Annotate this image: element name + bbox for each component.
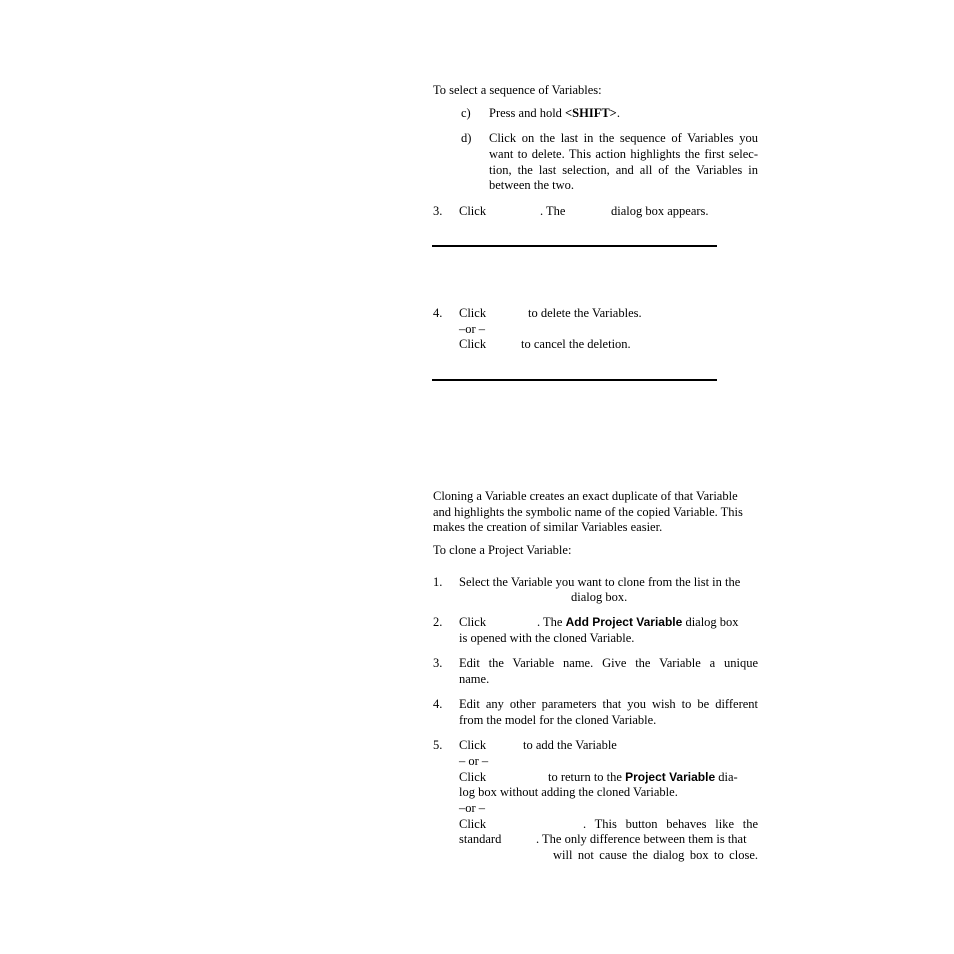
delete-step3-click: Click	[459, 204, 487, 218]
clone-step4-line2: from the model for the cloned Variable.	[459, 713, 657, 727]
step-c-marker: c)	[461, 106, 471, 120]
step-d-line-2: want to delete. This action highlights the first selec-	[489, 147, 758, 161]
clone-step5-line4: log box without adding the cloned Variable.	[459, 785, 678, 799]
clone-step2-num: 2.	[433, 615, 443, 629]
clone-step1-num: 1.	[433, 575, 443, 589]
step-d-line-1: Click on the last in the sequence of Variables you	[489, 131, 758, 145]
clone-step5-standard: standard	[459, 832, 502, 846]
project-variable-dialog-name: Project Variable	[625, 770, 716, 784]
cloning-para-line-1: Cloning a Variable creates an exact duplicate of that Variable	[433, 489, 738, 503]
step-c-text: Press and hold <SHIFT>.	[489, 106, 620, 120]
clone-intro: To clone a Project Variable:	[433, 543, 572, 557]
clone-step4-line1: Edit any other parameters that you wish to be different	[459, 697, 758, 711]
clone-step1-line1: Select the Variable you want to clone from the list in the	[459, 575, 741, 589]
clone-step5-click3: Click	[459, 817, 487, 831]
clone-step5-num: 5.	[433, 738, 443, 752]
delete-step3-appears: dialog box appears.	[611, 204, 709, 218]
delete-step4-or: –or –	[459, 322, 486, 336]
delete-step3-num: 3.	[433, 204, 443, 218]
step-d-line-4: between the two.	[489, 178, 575, 192]
clone-step5-or1: – or –	[459, 754, 489, 768]
clone-step5-last: will not cause the dialog box to close.	[553, 848, 758, 862]
clone-step5-return: to return to the Project Variable dia-	[548, 770, 738, 784]
clone-step5-click2: Click	[459, 770, 487, 784]
clone-step4-num: 4.	[433, 697, 443, 711]
clone-step2-rest: . The Add Project Variable dialog box	[537, 615, 739, 629]
delete-step4-delete: to delete the Variables.	[528, 306, 642, 320]
clone-step3-num: 3.	[433, 656, 443, 670]
clone-step3-line2: name.	[459, 672, 490, 686]
add-project-variable-dialog-name: Add Project Variable	[565, 615, 683, 629]
clone-step5-behaves: . This button behaves like the	[583, 817, 758, 831]
select-sequence-intro: To select a sequence of Variables:	[433, 83, 602, 97]
divider-rule-2	[432, 379, 717, 381]
delete-step4-click1: Click	[459, 306, 487, 320]
delete-step4-click2: Click	[459, 337, 487, 351]
clone-step5-add: to add the Variable	[523, 738, 617, 752]
delete-step4-cancel: to cancel the deletion.	[521, 337, 631, 351]
shift-key: <SHIFT>	[565, 106, 617, 120]
delete-step4-num: 4.	[433, 306, 443, 320]
step-d-line-3: tion, the last selection, and all of the Variables in	[489, 163, 758, 177]
clone-step2-click: Click	[459, 615, 487, 629]
clone-step2-line2: is opened with the cloned Variable.	[459, 631, 635, 645]
divider-rule-1	[432, 245, 717, 247]
cloning-para-line-2: and highlights the symbolic name of the copied Variable. This	[433, 505, 743, 519]
delete-step3-the: . The	[540, 204, 566, 218]
cloning-para-line-3: makes the creation of similar Variables easier.	[433, 520, 663, 534]
clone-step3-line1: Edit the Variable name. Give the Variable a unique	[459, 656, 758, 670]
clone-step5-only-diff: . The only difference between them is that	[536, 832, 747, 846]
clone-step1-line2: dialog box.	[571, 590, 628, 604]
step-d-marker: d)	[461, 131, 472, 145]
clone-step5-or2: –or –	[459, 801, 486, 815]
clone-step5-click1: Click	[459, 738, 487, 752]
